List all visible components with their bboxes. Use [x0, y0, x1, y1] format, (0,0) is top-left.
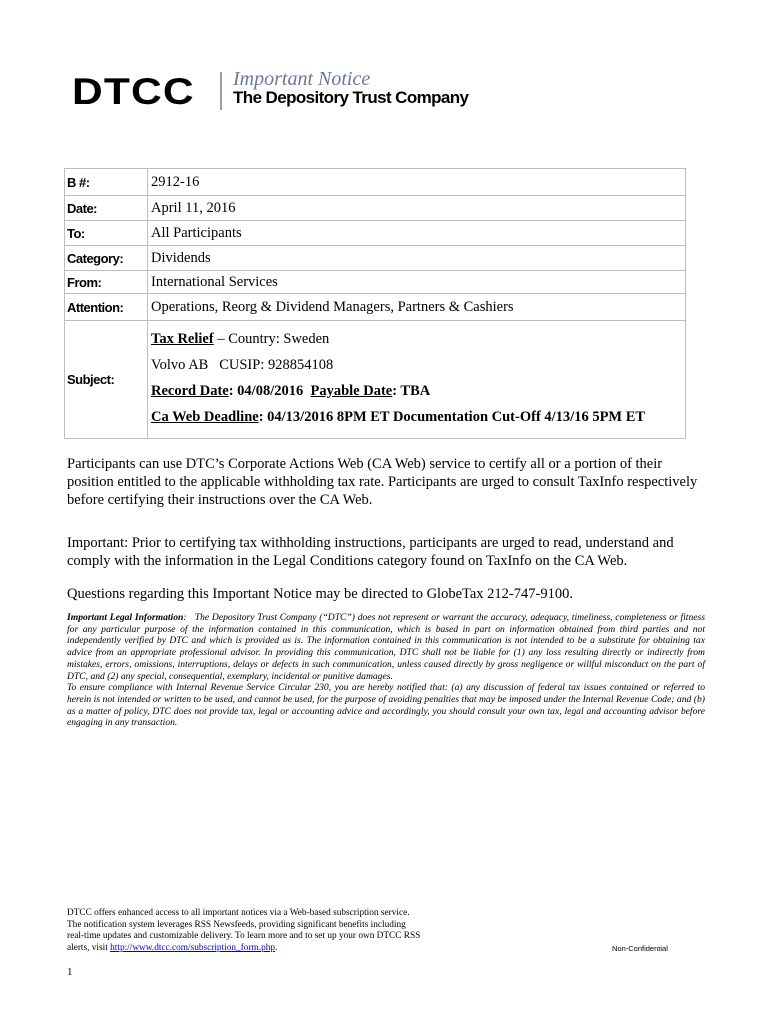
value-category: Dividends: [148, 246, 686, 271]
value-bulletin: 2912-16: [148, 169, 686, 196]
notice-title: Important Notice: [233, 68, 371, 90]
subject-security: Volvo AB CUSIP: 928854108: [151, 356, 334, 373]
info-row-subject: [65, 321, 686, 439]
info-row-attention: [65, 294, 686, 321]
subject-country: – Country: Sweden: [213, 330, 330, 347]
label-from: From:: [65, 271, 148, 294]
value-from: International Services: [148, 271, 686, 294]
info-row-date: [65, 196, 686, 221]
label-attention: Attention:: [65, 294, 148, 321]
tax-relief-label: Tax Relief: [151, 330, 214, 347]
paragraph-questions: Questions regarding this Important Notice may be directed to GlobeTax 212-747-9100.: [67, 586, 573, 602]
subject-block: [148, 321, 686, 439]
subscription-link[interactable]: http://www.dtcc.com/subscription_form.php: [110, 942, 276, 953]
footer-line-1: DTCC offers enhanced access to all important notices via a Web-based subscription service.: [67, 908, 410, 918]
value-attention: Operations, Reorg & Dividend Managers, Partners & Cashiers: [148, 294, 686, 321]
subject-tax-relief-line: [151, 326, 685, 352]
footer-line-3: real-time updates and customizable delivery. To learn more and to set up your own DTCC RSS: [67, 931, 421, 942]
footer-line-2: The notification system leverages RSS Newsfeeds, providing significant benefits including: [67, 919, 406, 930]
notice-info-table: [64, 168, 686, 439]
page-number: 1: [67, 966, 73, 978]
value-to: All Participants: [148, 221, 686, 246]
subscription-footer: [67, 908, 447, 954]
paragraph-important: Important: Prior to certifying tax withholding instructions, participants are urged to read, understand and comply with the information in the Legal Conditions category found on TaxInfo on the CA Web.: [67, 535, 674, 569]
label-to: To:: [65, 221, 148, 246]
footer-period: .: [275, 942, 278, 953]
subject-dates-line: [151, 378, 685, 404]
label-bulletin: B #:: [65, 169, 148, 196]
info-row-category: [65, 246, 686, 271]
legal-disclaimer: : The Depository Trust Company (“DTC”) does not represent or warrant the accuracy, adequacy, timeliness, completeness or fitness for any particular purpose of the information contained in this communication, which is based in part on information obtained from third parties and not independently verified by DTC and which is provided as is. The information contained in this communication is not intended to be a substitute for obtaining tax advice from an appropriate professional advisor. In providing this communication, DTC shall not be liable for (1) any loss resulting directly or indirectly from mistakes, errors, omissions, interruptions, delays or defects in such communication, unless caused directly by gross negligence or willful misconduct on the part of DTC, and (2) any special, consequential, exemplary, incidental or punitive damages.: [67, 612, 705, 682]
company-name: The Depository Trust Company: [233, 88, 469, 107]
value-date: April 11, 2016: [148, 196, 686, 221]
label-date: Date:: [65, 196, 148, 221]
payable-date-label: Payable Date: [310, 382, 393, 399]
dtcc-logo: DTCC: [72, 71, 195, 112]
info-row-bulletin: [65, 169, 686, 196]
header-divider: [220, 72, 222, 110]
legal-information: [67, 612, 705, 729]
footer-line-4: [67, 943, 447, 955]
subject-deadline-line: [151, 404, 685, 430]
legal-heading: Important Legal Information: [67, 612, 184, 623]
paragraph-ca-web: Participants can use DTC’s Corporate Actions Web (CA Web) service to certify all or a portion of their position entitled to the applicable withholding tax rate. Participants are urged to consult TaxInfo respectively before certifying their instructions over the CA Web.: [67, 456, 698, 508]
payable-date-value: : TBA: [392, 382, 431, 399]
info-row-to: [65, 221, 686, 246]
ca-web-deadline-value: : 04/13/2016 8PM ET Documentation Cut-Off 4/13/16 5PM ET: [258, 408, 646, 425]
footer-alerts-text: alerts, visit: [67, 942, 111, 953]
label-subject: Subject:: [65, 321, 148, 439]
legal-circular-230: To ensure compliance with Internal Revenue Service Circular 230, you are hereby notified that: (a) any discussion of federal tax issues contained or referred to herein is not intended or written to be used, and cannot be used, for the purpose of avoiding penalties that may be imposed under the Internal Revenue Code; and (b) as a matter of policy, DTC does not provide tax, legal or accounting advice and accordingly, you should consult your own tax, legal and accounting advisor before engaging in any transaction.: [67, 682, 705, 729]
info-row-from: [65, 271, 686, 294]
record-date-value: : 04/08/2016: [228, 382, 311, 399]
record-date-label: Record Date: [151, 382, 229, 399]
ca-web-deadline-label: Ca Web Deadline: [151, 408, 259, 425]
non-confidential-label: Non-Confidential: [612, 944, 668, 953]
label-category: Category:: [65, 246, 148, 271]
